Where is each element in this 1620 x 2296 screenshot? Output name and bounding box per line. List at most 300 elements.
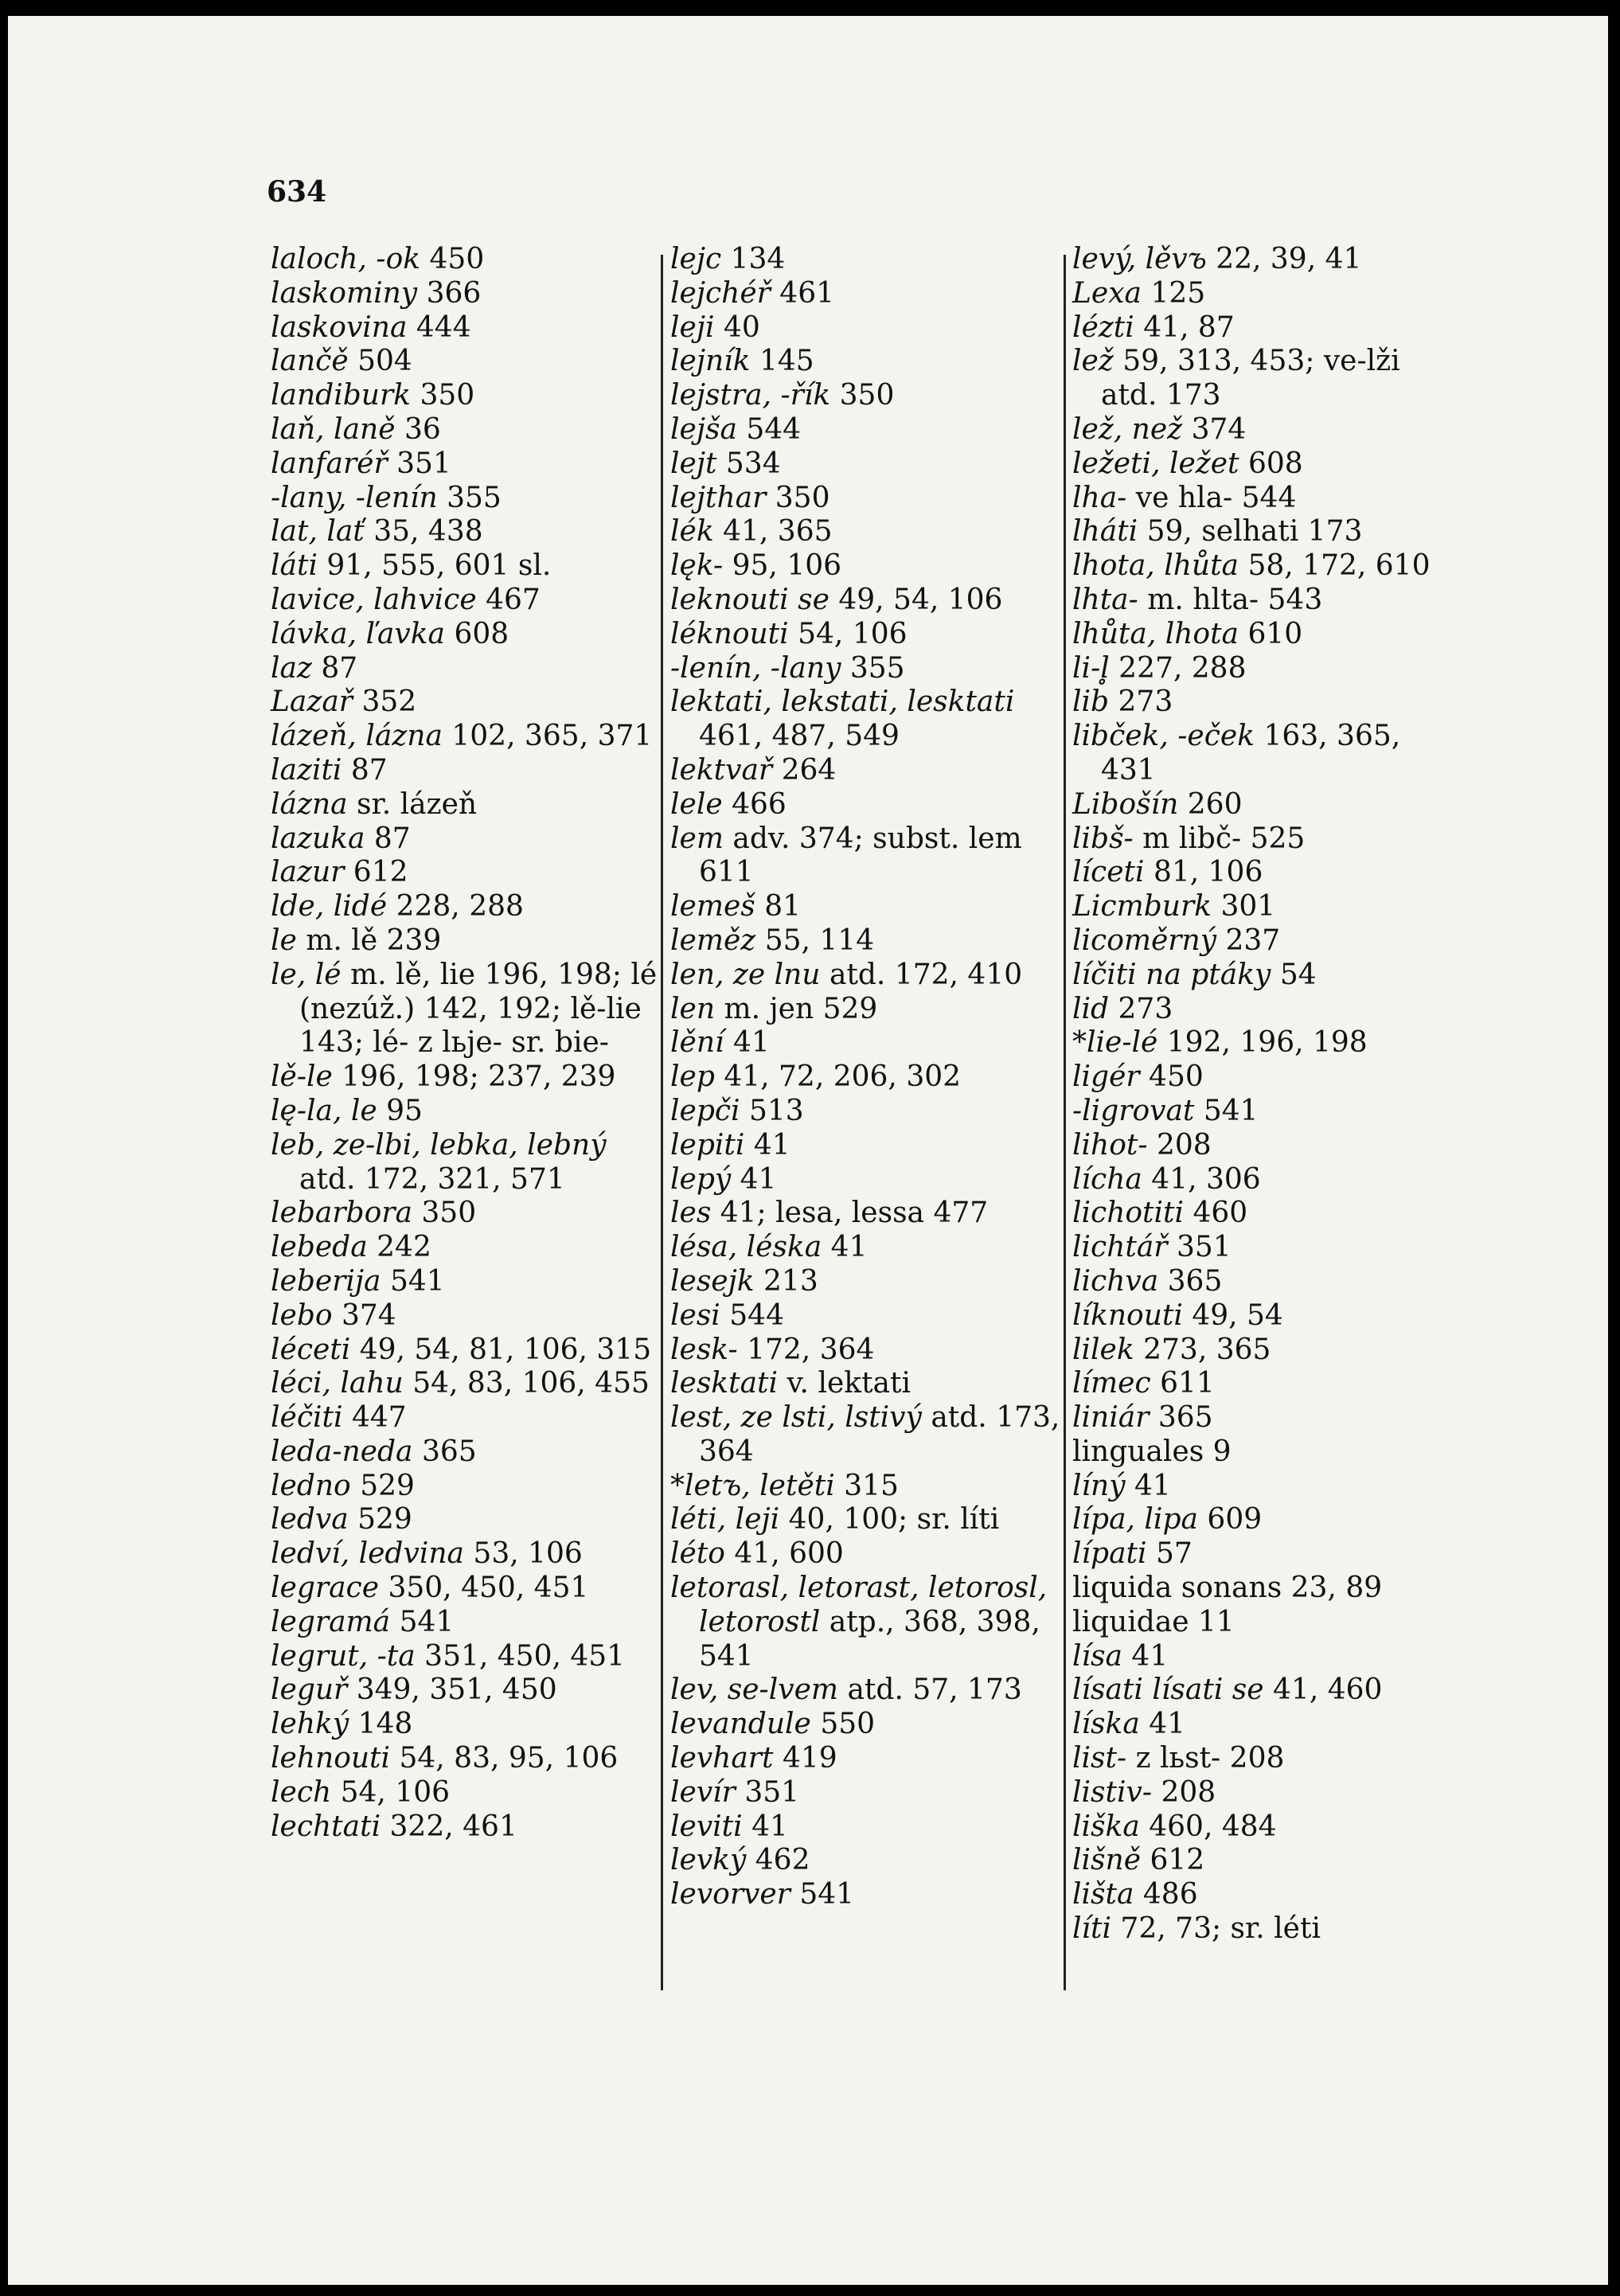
entry-references: 612: [1150, 1844, 1205, 1877]
index-entry: [1072, 1231, 1462, 1265]
index-entry: [1072, 1776, 1462, 1810]
entry-references: 460: [1193, 1197, 1248, 1230]
entry-headword: lehnouti: [271, 1742, 391, 1775]
entry-references: 608: [1247, 447, 1303, 480]
index-column-3: [1072, 243, 1462, 1947]
entry-headword: lem: [670, 822, 724, 855]
entry-references: 355: [447, 481, 502, 514]
entry-headword: lech: [271, 1775, 332, 1809]
entry-references: 264: [781, 753, 837, 787]
entry-references: 87: [350, 753, 388, 787]
entry-references: 350: [420, 379, 475, 412]
entry-headword: lísa: [1072, 1639, 1122, 1673]
index-entry: [670, 959, 1060, 993]
index-entry: [670, 1776, 1060, 1810]
index-entry: [271, 1503, 661, 1537]
entry-references: 59, selhati 173: [1146, 515, 1363, 549]
entry-references: 544: [746, 412, 802, 446]
entry-references: 237: [1225, 923, 1281, 957]
index-entry: [670, 685, 1060, 754]
entry-references: 81, 106: [1153, 856, 1263, 889]
index-entry: [670, 1129, 1060, 1163]
entry-headword: lejša: [670, 412, 737, 446]
index-entry: [670, 1026, 1060, 1060]
entry-references: 461: [779, 276, 835, 310]
entry-headword: lesk-: [670, 1333, 738, 1366]
index-entry: [271, 1673, 661, 1708]
entry-headword: lež: [1072, 345, 1114, 378]
index-entry: [1072, 1265, 1462, 1299]
entry-headword: lilek: [1072, 1333, 1134, 1366]
entry-headword: lest, ze lsti, lstivý: [670, 1401, 922, 1435]
index-entry: [670, 1367, 1060, 1401]
index-entry: [1072, 482, 1462, 516]
entry-headword: léci, lahu: [271, 1367, 404, 1400]
index-entry: [670, 1844, 1060, 1878]
entry-headword: lichva: [1072, 1264, 1159, 1298]
index-entry: [271, 1231, 661, 1265]
entry-references: liquidae 11: [1072, 1605, 1235, 1638]
index-entry: [1072, 788, 1462, 822]
entry-references: 273, 365: [1143, 1333, 1271, 1366]
entry-headword: lázeň, lázna: [271, 720, 443, 753]
entry-references: 54, 83, 95, 106: [399, 1742, 619, 1775]
entry-references: 196, 198; 237, 239: [342, 1060, 616, 1094]
index-entry: [1072, 1095, 1462, 1129]
entry-headword: landiburk: [271, 379, 411, 412]
index-entry: [1072, 1129, 1462, 1163]
entry-references: 365: [1167, 1264, 1223, 1298]
entry-headword: lid: [1072, 992, 1110, 1025]
entry-headword: list-: [1072, 1742, 1127, 1775]
index-entry: [271, 685, 661, 720]
entry-headword: le, lé: [271, 958, 342, 991]
index-entry: [1072, 1435, 1462, 1470]
entry-headword: líčiti na ptáky: [1072, 958, 1271, 991]
entry-references: 213: [763, 1264, 818, 1298]
index-entry: [670, 515, 1060, 549]
index-entry: [670, 652, 1060, 686]
index-entry: [271, 379, 661, 413]
index-entry: [1072, 1708, 1462, 1742]
index-entry: [271, 345, 661, 379]
entry-references: 315: [844, 1469, 899, 1502]
entry-references: 54, 106: [340, 1775, 451, 1809]
index-entry: [271, 856, 661, 890]
entry-references: 41: [1149, 1708, 1186, 1741]
entry-references: m libč- 525: [1142, 822, 1306, 855]
index-entry: [271, 549, 661, 584]
index-entry: [271, 311, 661, 346]
index-entry: [670, 1673, 1060, 1708]
entry-headword: leji: [670, 310, 715, 344]
entry-headword: leguř: [271, 1673, 348, 1707]
index-entry: [670, 1572, 1060, 1673]
entry-headword: levandule: [670, 1708, 811, 1741]
entry-references: 41, 600: [734, 1537, 844, 1571]
entry-headword: lě-le: [271, 1060, 333, 1094]
entry-headword: leberija: [271, 1264, 381, 1298]
entry-references: 529: [360, 1469, 415, 1502]
index-entry: [271, 243, 661, 277]
entry-headword: ligér: [1072, 1060, 1140, 1094]
index-entry: [1072, 277, 1462, 311]
entry-references: 36: [404, 412, 441, 446]
index-entry: [271, 413, 661, 447]
entry-references: 227, 288: [1118, 651, 1247, 685]
entry-headword: lézti: [1072, 310, 1134, 344]
index-entry: [271, 618, 661, 652]
index-entry: [670, 1810, 1060, 1845]
entry-references: 504: [357, 345, 412, 378]
entry-references: m. lě, lie 196, 198; lé (nezúž.) 142, 192; lě-lie 143; lé- z lьje- sr. bie-: [299, 958, 658, 1060]
index-entry: [271, 720, 661, 754]
entry-references: 41: [753, 1128, 790, 1162]
entry-references: 208: [1156, 1128, 1212, 1162]
index-entry: [271, 652, 661, 686]
index-entry: [670, 277, 1060, 311]
entry-headword: le: [271, 923, 297, 957]
entry-headword: lha-: [1072, 481, 1127, 514]
entry-headword: -lany, -lenín: [271, 481, 438, 514]
entry-headword: lésa, léska: [670, 1231, 822, 1264]
entry-references: sr. lázeň: [357, 787, 478, 821]
index-entry: [1072, 413, 1462, 447]
entry-headword: lemeš: [670, 890, 755, 923]
index-entry: [1072, 1640, 1462, 1674]
index-entry: [1072, 1299, 1462, 1333]
index-entry: [271, 1776, 661, 1810]
index-entry: [670, 993, 1060, 1027]
page-number: 634: [267, 175, 327, 209]
index-entry: [670, 482, 1060, 516]
index-entry: [271, 1265, 661, 1299]
entry-headword: lesi: [670, 1298, 720, 1332]
entry-references: 87: [373, 822, 411, 855]
entry-references: 192, 196, 198: [1166, 1026, 1368, 1060]
entry-headword: lhůta, lhota: [1072, 617, 1239, 650]
entry-headword: letorasl, letorast, letorosl, letorostl: [670, 1572, 1048, 1638]
entry-references: atd. 173, 364: [699, 1401, 1060, 1468]
index-entry: [1072, 1742, 1462, 1776]
entry-headword: lebo: [271, 1298, 333, 1332]
index-entry: [1072, 1673, 1462, 1708]
index-entry: [1072, 1470, 1462, 1504]
entry-references: 352: [361, 685, 417, 719]
entry-references: liquida sonans 23, 89: [1072, 1572, 1383, 1605]
entry-headword: lavice, lahvice: [271, 583, 477, 616]
entry-references: 544: [729, 1298, 784, 1332]
entry-headword: ledví, ledvina: [271, 1537, 464, 1571]
index-entry: [271, 1367, 661, 1401]
entry-headword: líska: [1072, 1708, 1140, 1741]
entry-references: 41: [1134, 1469, 1171, 1502]
entry-headword: licoměrný: [1072, 923, 1217, 957]
entry-headword: lejt: [670, 447, 717, 480]
index-entry: [271, 1537, 661, 1572]
index-entry: [271, 1095, 661, 1129]
index-entry: [271, 1299, 661, 1333]
entry-headword: legramá: [271, 1605, 391, 1638]
index-entry: [1072, 1810, 1462, 1845]
index-column-1: [271, 243, 661, 1844]
entry-references: 609: [1207, 1503, 1263, 1537]
entry-headword: lev, se-lvem: [670, 1673, 839, 1707]
entry-headword: lichotiti: [1072, 1197, 1185, 1230]
index-entry: [670, 1299, 1060, 1333]
entry-references: 611: [1160, 1367, 1215, 1400]
index-entry: [670, 243, 1060, 277]
index-entry: [271, 1060, 661, 1095]
entry-references: 91, 555, 601 sl.: [326, 549, 552, 583]
entry-references: 486: [1142, 1878, 1198, 1911]
index-entry: [271, 1197, 661, 1231]
entry-headword: lejchéř: [670, 276, 771, 310]
entry-references: 242: [377, 1231, 431, 1264]
entry-references: 54, 106: [798, 617, 908, 650]
entry-references: 273: [1118, 992, 1173, 1025]
entry-headword: Libošín: [1072, 787, 1179, 821]
entry-references: 350, 450, 451: [388, 1572, 589, 1605]
index-entry: [271, 1435, 661, 1470]
index-entry: [271, 890, 661, 924]
index-entry: [271, 1572, 661, 1606]
index-entry: [670, 447, 1060, 482]
entry-headword: levký: [670, 1844, 747, 1877]
index-entry: [271, 482, 661, 516]
index-entry: [1072, 1401, 1462, 1435]
index-entry: [670, 413, 1060, 447]
index-entry: [1072, 1333, 1462, 1368]
entry-references: 49, 54, 106: [838, 583, 1003, 616]
index-entry: [271, 515, 661, 549]
entry-references: 541: [799, 1878, 855, 1911]
entry-headword: listiv-: [1072, 1775, 1152, 1809]
index-entry: [670, 788, 1060, 822]
entry-headword: límec: [1072, 1367, 1151, 1400]
entry-headword: legrut, -ta: [271, 1639, 416, 1673]
index-entry: [1072, 959, 1462, 993]
entry-references: 350: [775, 481, 830, 514]
entry-references: 208: [1161, 1775, 1216, 1809]
entry-references: 462: [755, 1844, 810, 1877]
entry-headword: leměz: [670, 923, 756, 957]
entry-headword: lháti: [1072, 515, 1138, 549]
entry-references: 41, 87: [1143, 310, 1235, 344]
entry-headword: lepiti: [670, 1128, 745, 1162]
index-entry: [271, 924, 661, 959]
entry-references: 534: [725, 447, 781, 480]
index-entry: [271, 822, 661, 857]
entry-references: m. lě 239: [306, 923, 442, 957]
index-entry: [670, 1708, 1060, 1742]
entry-headword: lib: [1072, 685, 1110, 719]
index-entry: [670, 890, 1060, 924]
entry-headword: lék: [670, 515, 714, 549]
entry-headword: lichtář: [1072, 1231, 1168, 1264]
entry-references: 40, 100; sr. líti: [788, 1503, 1000, 1537]
entry-references: 55, 114: [764, 923, 875, 957]
entry-references: 22, 39, 41: [1216, 243, 1362, 275]
entry-references: 260: [1187, 787, 1243, 821]
entry-references: 461, 487, 549: [699, 720, 900, 753]
entry-headword: leknouti se: [670, 583, 830, 616]
entry-headword: léto: [670, 1537, 725, 1571]
entry-headword: liška: [1072, 1810, 1140, 1843]
entry-headword: lejstra, -řík: [670, 379, 831, 412]
index-entry: [670, 1401, 1060, 1470]
entry-references: 541: [1203, 1094, 1259, 1127]
index-entry: [1072, 822, 1462, 857]
index-entry: [1072, 549, 1462, 584]
index-entry: [271, 1333, 661, 1368]
entry-headword: leda-neda: [271, 1435, 413, 1468]
entry-references: 54: [1279, 958, 1317, 991]
entry-references: 49, 54: [1192, 1298, 1283, 1332]
index-entry: [670, 1333, 1060, 1368]
entry-headword: lísati lísati se: [1072, 1673, 1264, 1707]
entry-references: 365: [1157, 1401, 1213, 1435]
entry-references: 58, 172, 610: [1247, 549, 1431, 583]
entry-headword: lepči: [670, 1094, 740, 1127]
entry-references: 513: [749, 1094, 804, 1127]
entry-references: 529: [357, 1503, 412, 1537]
index-entry: [670, 1265, 1060, 1299]
index-entry: [670, 618, 1060, 652]
entry-references: 41: [740, 1162, 777, 1196]
index-entry: [1072, 1878, 1462, 1912]
entry-headword: li-l̥: [1072, 651, 1110, 685]
entry-references: 450: [429, 243, 485, 275]
entry-headword: laziti: [271, 753, 342, 787]
index-entry: [1072, 1163, 1462, 1197]
entry-headword: levý, lěvъ: [1072, 243, 1207, 275]
entry-headword: lazur: [271, 856, 345, 889]
entry-references: 145: [759, 345, 814, 378]
entry-headword: lektvař: [670, 753, 773, 787]
entry-references: 450: [1149, 1060, 1204, 1094]
entry-headword: lazuka: [271, 822, 365, 855]
entry-headword: lejthar: [670, 481, 767, 514]
index-entry: [271, 584, 661, 618]
index-entry: [1072, 1060, 1462, 1095]
index-entry: [1072, 652, 1462, 686]
entry-references: 53, 106: [473, 1537, 583, 1571]
index-entry: [670, 1095, 1060, 1129]
entry-references: m. hlta- 543: [1147, 583, 1323, 616]
entry-references: 102, 365, 371: [451, 720, 653, 753]
index-entry: [1072, 685, 1462, 720]
entry-references: 351, 450, 451: [424, 1639, 626, 1673]
entry-references: atd. 172, 321, 571: [299, 1162, 565, 1196]
entry-references: 163, 365, 431: [1101, 720, 1401, 787]
index-entry: [670, 1878, 1060, 1912]
entry-headword: léti, leji: [670, 1503, 780, 1537]
index-entry: [1072, 515, 1462, 549]
entry-headword: lektati, lekstati, lesktati: [670, 685, 1015, 719]
entry-headword: lípa, lipa: [1072, 1503, 1198, 1537]
entry-references: 41: [751, 1810, 788, 1843]
index-entry: [271, 754, 661, 788]
entry-references: 87: [321, 651, 358, 685]
column-divider: [1064, 255, 1066, 1990]
entry-headword: lišně: [1072, 1844, 1141, 1877]
entry-references: 322, 461: [389, 1810, 517, 1843]
entry-references: 41, 306: [1151, 1162, 1261, 1196]
entry-headword: laskovina: [271, 310, 408, 344]
entry-references: 41, 72, 206, 302: [724, 1060, 962, 1094]
entry-references: ve hla- 544: [1135, 481, 1297, 514]
entry-references: 49, 54, 81, 106, 315: [359, 1333, 652, 1366]
entry-references: 350: [421, 1197, 477, 1230]
index-entry: [1072, 1844, 1462, 1878]
entry-references: 365: [421, 1435, 477, 1468]
entry-references: 81: [764, 890, 801, 923]
index-entry: [1072, 243, 1462, 277]
index-entry: [1072, 1572, 1462, 1606]
index-entry: [1072, 1606, 1462, 1640]
entry-headword: lhota, lhůta: [1072, 549, 1239, 583]
entry-headword: líknouti: [1072, 1298, 1183, 1332]
entry-references: 172, 364: [747, 1333, 875, 1366]
entry-references: 59, 313, 453; ve-lži atd. 173: [1101, 345, 1400, 412]
entry-headword: lhta-: [1072, 583, 1138, 616]
index-entry: [271, 1470, 661, 1504]
entry-headword: -lenín, -lany: [670, 651, 841, 685]
entry-headword: léceti: [271, 1333, 351, 1366]
entry-references: 41: [1131, 1639, 1169, 1673]
dictionary-page: [8, 16, 1608, 2285]
index-entry: [271, 447, 661, 482]
entry-references: 612: [353, 856, 408, 889]
entry-headword: Licmburk: [1072, 890, 1212, 923]
entry-headword: lat, lať: [271, 515, 365, 549]
index-entry: [670, 754, 1060, 788]
entry-headword: libček, -eček: [1072, 720, 1255, 753]
entry-references: 550: [820, 1708, 876, 1741]
index-entry: [670, 1503, 1060, 1537]
index-entry: [271, 788, 661, 822]
index-entry: [1072, 1912, 1462, 1947]
index-entry: [670, 1163, 1060, 1197]
index-entry: [670, 1197, 1060, 1231]
entry-headword: lę-la, le: [271, 1094, 377, 1127]
index-entry: [670, 549, 1060, 584]
entry-headword: lejc: [670, 243, 722, 275]
entry-headword: lde, lidé: [271, 890, 388, 923]
entry-headword: *lie-lé: [1072, 1026, 1158, 1060]
entry-references: 134: [730, 243, 786, 275]
entry-headword: lele: [670, 787, 723, 821]
entry-headword: len, ze lnu: [670, 958, 821, 991]
entry-references: 41, 460: [1273, 1673, 1383, 1707]
index-entry: [670, 1060, 1060, 1095]
entry-references: atp., 368, 398, 541: [699, 1605, 1040, 1673]
entry-headword: lepý: [670, 1162, 732, 1196]
entry-references: 351: [396, 447, 451, 480]
index-entry: [1072, 1026, 1462, 1060]
index-entry: [271, 1640, 661, 1674]
index-entry: [1072, 890, 1462, 924]
index-entry: [271, 1810, 661, 1845]
index-entry: [670, 1470, 1060, 1504]
entry-references: 301: [1220, 890, 1276, 923]
entry-headword: laň, laně: [271, 412, 396, 446]
entry-references: 447: [351, 1401, 407, 1435]
entry-references: 350: [839, 379, 895, 412]
entry-references: 355: [849, 651, 905, 685]
entry-headword: lícha: [1072, 1162, 1142, 1196]
